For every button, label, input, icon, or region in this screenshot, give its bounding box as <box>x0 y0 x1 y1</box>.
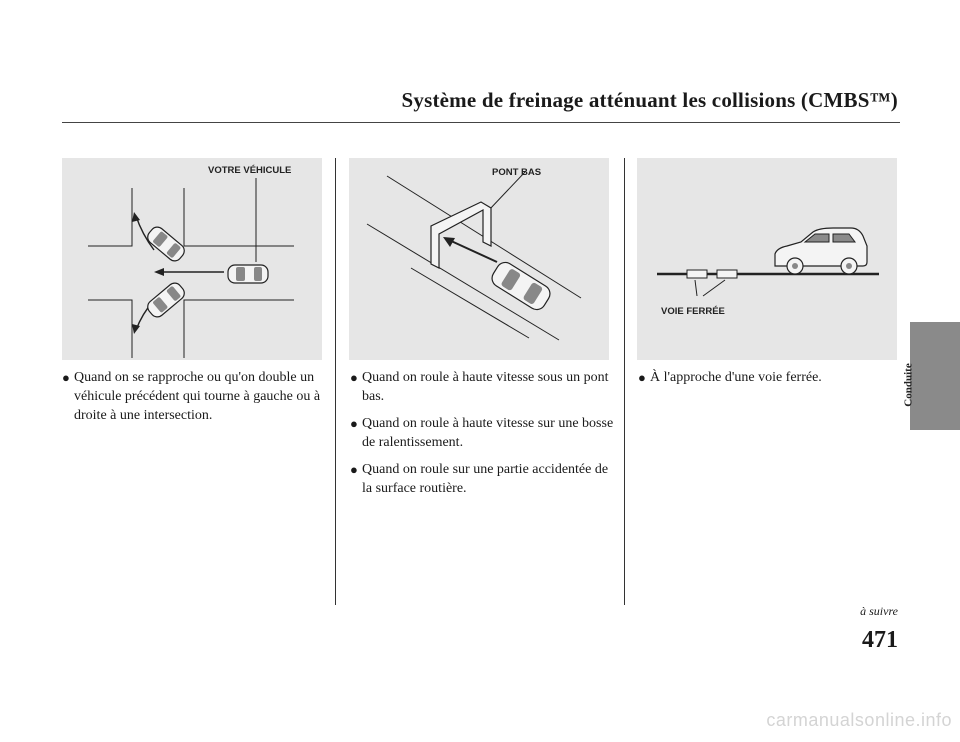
bullet-icon: ● <box>638 370 646 385</box>
list-item: ● Quand on se rapproche ou qu'on double un véhicule précédent qui tourne à gauche ou à droite à une intersection. <box>62 370 321 423</box>
page-title: Système de freinage atténuant les collisions (CMBS™) <box>401 88 898 112</box>
list-item: ● À l'approche d'une voie ferrée. <box>638 370 822 385</box>
header-rule <box>62 122 900 123</box>
illustration-railroad <box>637 158 897 360</box>
illustration-label-low-bridge: PONT BAS <box>492 167 542 178</box>
list-item: ● Quand on roule à haute vitesse sur une bosse de ralentissement. <box>350 416 614 450</box>
railroad-drawing <box>637 158 897 360</box>
bullet-list-col3 <box>638 368 888 395</box>
page-number: 471 <box>862 627 898 653</box>
illustration-label-railroad: VOIE FERRÉE <box>661 306 725 317</box>
bullet-icon: ● <box>62 370 70 385</box>
low-bridge-drawing <box>349 158 609 360</box>
column-separator <box>335 158 336 605</box>
list-item: ● Quand on roule à haute vitesse sous un pont bas. <box>350 370 609 404</box>
intersection-drawing <box>62 158 322 360</box>
column-separator <box>624 158 625 605</box>
section-tab-label: Conduite <box>903 363 915 407</box>
bullet-icon: ● <box>350 370 358 385</box>
bullet-list-col1 <box>62 368 326 433</box>
bullet-list-col2 <box>350 368 616 506</box>
bullet-icon: ● <box>350 416 358 431</box>
continued-note: à suivre <box>860 604 898 618</box>
illustration-intersection <box>62 158 322 360</box>
bullet-icon: ● <box>350 462 358 477</box>
section-tab <box>910 322 960 430</box>
list-item: ● Quand on roule sur une partie accidentée de la surface routière. <box>350 462 609 496</box>
illustration-label-your-vehicle: VOTRE VÉHICULE <box>208 165 292 176</box>
watermark: carmanualsonline.info <box>766 710 952 730</box>
illustration-low-bridge <box>349 158 609 360</box>
